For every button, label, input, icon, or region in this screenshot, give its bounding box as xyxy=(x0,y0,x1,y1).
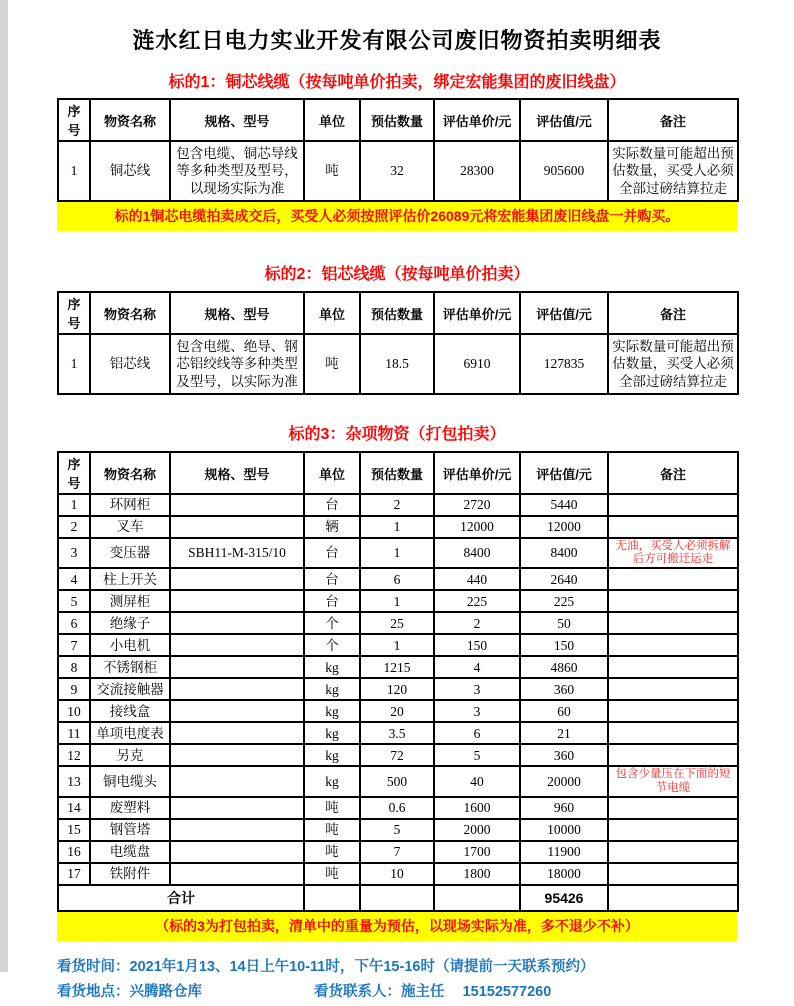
cell-spec: 包含电缆、铜芯导线等多种类型及型号，以现场实际为准 xyxy=(170,141,304,201)
cell-price: 8400 xyxy=(434,538,520,568)
column-header: 单位 xyxy=(304,452,360,494)
section3-table xyxy=(57,451,739,912)
cell-unit: kg xyxy=(304,656,360,678)
cell-unit: 个 xyxy=(304,634,360,656)
cell-name: 铜芯线 xyxy=(90,141,170,201)
cell-unit: 个 xyxy=(304,612,360,634)
cell-unit: kg xyxy=(304,700,360,722)
cell-remark: 实际数量可能超出预估数量，买受人必须全部过磅结算拉走 xyxy=(608,141,738,201)
column-header: 序号 xyxy=(58,99,90,141)
cell-price: 225 xyxy=(434,590,520,612)
cell-unit: 吨 xyxy=(304,841,360,863)
cell-remark xyxy=(608,612,738,634)
empty-cell xyxy=(360,885,434,911)
cell-no: 15 xyxy=(58,819,90,841)
cell-unit: 台 xyxy=(304,538,360,568)
cell-spec xyxy=(170,819,304,841)
cell-qty: 20 xyxy=(360,700,434,722)
column-header: 预估数量 xyxy=(360,99,434,141)
cell-qty: 6 xyxy=(360,568,434,590)
table-row xyxy=(58,494,738,516)
table-row xyxy=(58,538,738,568)
table-row xyxy=(58,612,738,634)
cell-price: 28300 xyxy=(434,141,520,201)
cell-value: 127835 xyxy=(520,334,608,394)
cell-no: 1 xyxy=(58,334,90,394)
cell-unit: kg xyxy=(304,678,360,700)
table-row xyxy=(58,656,738,678)
cell-qty: 1 xyxy=(360,634,434,656)
cell-name: 电缆盘 xyxy=(90,841,170,863)
cell-unit: 台 xyxy=(304,568,360,590)
cell-no: 2 xyxy=(58,516,90,538)
cell-qty: 1215 xyxy=(360,656,434,678)
cell-name: 绝缘子 xyxy=(90,612,170,634)
viewing-location: 看货地点：兴腾路仓库 xyxy=(57,984,202,1001)
cell-no: 7 xyxy=(58,634,90,656)
cell-no: 16 xyxy=(58,841,90,863)
cell-qty: 3.5 xyxy=(360,722,434,744)
cell-no: 8 xyxy=(58,656,90,678)
cell-value: 8400 xyxy=(520,538,608,568)
column-header: 评估值/元 xyxy=(520,292,608,334)
cell-spec xyxy=(170,797,304,819)
viewing-location-contact xyxy=(57,980,737,1005)
cell-spec xyxy=(170,516,304,538)
cell-price: 440 xyxy=(434,568,520,590)
cell-qty: 1 xyxy=(360,516,434,538)
cell-spec xyxy=(170,700,304,722)
cell-unit: 吨 xyxy=(304,797,360,819)
cell-value: 225 xyxy=(520,590,608,612)
section1-table-header xyxy=(58,99,738,141)
cell-remark xyxy=(608,700,738,722)
cell-value: 20000 xyxy=(520,766,608,796)
cell-name: 接线盒 xyxy=(90,700,170,722)
table-row xyxy=(58,766,738,796)
cell-remark: 无油，买受人必须拆解后方可搬迁运走 xyxy=(608,538,738,568)
cell-price: 5 xyxy=(434,744,520,766)
cell-unit: 辆 xyxy=(304,516,360,538)
section1-heading: 标的1：铜芯线缆（按每吨单价拍卖，绑定宏能集团的废旧线盘） xyxy=(168,74,626,91)
cell-value: 60 xyxy=(520,700,608,722)
cell-price: 1700 xyxy=(434,841,520,863)
cell-unit: 吨 xyxy=(304,863,360,885)
cell-spec xyxy=(170,722,304,744)
cell-price: 1600 xyxy=(434,797,520,819)
table-row xyxy=(58,568,738,590)
column-header: 预估数量 xyxy=(360,452,434,494)
cell-remark xyxy=(608,678,738,700)
table-row xyxy=(58,797,738,819)
cell-price: 3 xyxy=(434,678,520,700)
header-row xyxy=(58,292,738,334)
cell-no: 12 xyxy=(58,744,90,766)
cell-qty: 1 xyxy=(360,590,434,612)
cell-spec xyxy=(170,494,304,516)
cell-spec xyxy=(170,841,304,863)
empty-cell xyxy=(434,885,520,911)
cell-remark xyxy=(608,722,738,744)
table-row xyxy=(58,722,738,744)
cell-value: 360 xyxy=(520,744,608,766)
cell-no: 11 xyxy=(58,722,90,744)
cell-value: 18000 xyxy=(520,863,608,885)
cell-value: 10000 xyxy=(520,819,608,841)
cell-no: 1 xyxy=(58,494,90,516)
cell-no: 14 xyxy=(58,797,90,819)
cell-qty: 120 xyxy=(360,678,434,700)
cell-no: 1 xyxy=(58,141,90,201)
column-header: 评估单价/元 xyxy=(434,292,520,334)
cell-unit: 台 xyxy=(304,494,360,516)
viewing-phone: 15152577260 xyxy=(462,984,552,1001)
cell-value: 905600 xyxy=(520,141,608,201)
table-row xyxy=(58,700,738,722)
cell-unit: 吨 xyxy=(304,819,360,841)
column-header: 物资名称 xyxy=(90,292,170,334)
cell-name: 另克 xyxy=(90,744,170,766)
cell-no: 9 xyxy=(58,678,90,700)
cell-remark xyxy=(608,634,738,656)
column-header: 单位 xyxy=(304,292,360,334)
cell-no: 4 xyxy=(58,568,90,590)
column-header: 备注 xyxy=(608,292,738,334)
cell-value: 12000 xyxy=(520,516,608,538)
cell-qty: 500 xyxy=(360,766,434,796)
cell-qty: 10 xyxy=(360,863,434,885)
window-left-edge xyxy=(0,0,8,972)
cell-name: 不锈钢柜 xyxy=(90,656,170,678)
total-row xyxy=(58,885,738,911)
column-header: 物资名称 xyxy=(90,99,170,141)
column-header: 备注 xyxy=(608,452,738,494)
table-row xyxy=(58,590,738,612)
cell-spec xyxy=(170,612,304,634)
cell-name: 单项电度表 xyxy=(90,722,170,744)
column-header: 规格、型号 xyxy=(170,99,304,141)
cell-qty: 2 xyxy=(360,494,434,516)
table-row xyxy=(58,744,738,766)
empty-cell xyxy=(608,885,738,911)
cell-no: 3 xyxy=(58,538,90,568)
section3-banner-note: （标的3为打包拍卖，清单中的重量为预估，以现场实际为准，多不退少不补） xyxy=(57,912,737,941)
cell-unit: kg xyxy=(304,744,360,766)
column-header: 评估值/元 xyxy=(520,452,608,494)
cell-no: 6 xyxy=(58,612,90,634)
total-label: 合计 xyxy=(58,885,304,911)
viewing-contact: 看货联系人：施主任 xyxy=(314,984,445,1001)
total-value: 95426 xyxy=(520,885,608,911)
cell-spec xyxy=(170,634,304,656)
viewing-time: 看货时间：2021年1月13、14日上午10-11时，下午15-16时（请提前一天联系预约） xyxy=(57,958,595,975)
cell-remark xyxy=(608,744,738,766)
header-row xyxy=(58,99,738,141)
cell-remark: 实际数量可能超出预估数量，买受人必须全部过磅结算拉走 xyxy=(608,334,738,394)
cell-remark xyxy=(608,841,738,863)
cell-name: 铝芯线 xyxy=(90,334,170,394)
cell-spec xyxy=(170,744,304,766)
cell-price: 6 xyxy=(434,722,520,744)
column-header: 序号 xyxy=(58,292,90,334)
cell-value: 5440 xyxy=(520,494,608,516)
cell-value: 2640 xyxy=(520,568,608,590)
cell-remark xyxy=(608,819,738,841)
cell-value: 960 xyxy=(520,797,608,819)
cell-unit: kg xyxy=(304,766,360,796)
cell-qty: 1 xyxy=(360,538,434,568)
cell-no: 17 xyxy=(58,863,90,885)
table-row xyxy=(58,819,738,841)
section2-heading: 标的2：铝芯线缆（按每吨单价拍卖） xyxy=(264,266,530,283)
cell-price: 2720 xyxy=(434,494,520,516)
cell-value: 21 xyxy=(520,722,608,744)
cell-price: 2000 xyxy=(434,819,520,841)
cell-value: 50 xyxy=(520,612,608,634)
cell-price: 1800 xyxy=(434,863,520,885)
cell-price: 12000 xyxy=(434,516,520,538)
cell-spec xyxy=(170,568,304,590)
cell-no: 5 xyxy=(58,590,90,612)
cell-remark xyxy=(608,656,738,678)
cell-value: 4860 xyxy=(520,656,608,678)
cell-name: 铜电缆头 xyxy=(90,766,170,796)
table-row xyxy=(58,634,738,656)
column-header: 序号 xyxy=(58,452,90,494)
table-row xyxy=(58,141,738,201)
cell-unit: kg xyxy=(304,722,360,744)
cell-spec xyxy=(170,766,304,796)
column-header: 规格、型号 xyxy=(170,452,304,494)
cell-no: 13 xyxy=(58,766,90,796)
cell-name: 小电机 xyxy=(90,634,170,656)
viewing-info-footer xyxy=(57,955,737,1006)
section1-banner-note: 标的1铜芯电缆拍卖成交后，买受人必须按照评估价26089元将宏能集团废旧线盘一并购买。 xyxy=(57,202,737,231)
cell-qty: 7 xyxy=(360,841,434,863)
table-row xyxy=(58,334,738,394)
cell-spec xyxy=(170,863,304,885)
cell-name: 交流接触器 xyxy=(90,678,170,700)
cell-spec xyxy=(170,590,304,612)
column-header: 单位 xyxy=(304,99,360,141)
cell-unit: 吨 xyxy=(304,334,360,394)
cell-qty: 5 xyxy=(360,819,434,841)
cell-remark xyxy=(608,590,738,612)
cell-unit: 台 xyxy=(304,590,360,612)
cell-name: 环网柜 xyxy=(90,494,170,516)
section3-heading: 标的3：杂项物资（打包拍卖） xyxy=(288,426,506,443)
cell-name: 铁附件 xyxy=(90,863,170,885)
cell-spec xyxy=(170,678,304,700)
page-title: 涟水红日电力实业开发有限公司废旧物资拍卖明细表 xyxy=(132,28,662,53)
cell-qty: 0.6 xyxy=(360,797,434,819)
table-row xyxy=(58,516,738,538)
auction-detail-sheet xyxy=(57,0,737,1006)
section2-table xyxy=(57,291,739,395)
table-row xyxy=(58,863,738,885)
cell-spec: 包含电缆、绝导、钢芯铝绞线等多种类型及型号，以实际为准 xyxy=(170,334,304,394)
cell-price: 3 xyxy=(434,700,520,722)
cell-price: 150 xyxy=(434,634,520,656)
empty-cell xyxy=(304,885,360,911)
column-header: 预估数量 xyxy=(360,292,434,334)
cell-remark: 包含少量压在下面的短节电缆 xyxy=(608,766,738,796)
cell-remark xyxy=(608,516,738,538)
cell-name: 测屏柜 xyxy=(90,590,170,612)
cell-name: 叉车 xyxy=(90,516,170,538)
section1-table xyxy=(57,98,739,202)
cell-no: 10 xyxy=(58,700,90,722)
cell-qty: 32 xyxy=(360,141,434,201)
cell-value: 360 xyxy=(520,678,608,700)
table-row xyxy=(58,678,738,700)
cell-spec xyxy=(170,656,304,678)
cell-price: 2 xyxy=(434,612,520,634)
cell-remark xyxy=(608,797,738,819)
column-header: 备注 xyxy=(608,99,738,141)
column-header: 物资名称 xyxy=(90,452,170,494)
column-header: 规格、型号 xyxy=(170,292,304,334)
cell-remark xyxy=(608,568,738,590)
cell-price: 4 xyxy=(434,656,520,678)
cell-name: 变压器 xyxy=(90,538,170,568)
cell-price: 6910 xyxy=(434,334,520,394)
cell-remark xyxy=(608,494,738,516)
cell-qty: 25 xyxy=(360,612,434,634)
cell-value: 150 xyxy=(520,634,608,656)
header-row xyxy=(58,452,738,494)
cell-name: 钢管塔 xyxy=(90,819,170,841)
cell-qty: 18.5 xyxy=(360,334,434,394)
column-header: 评估单价/元 xyxy=(434,99,520,141)
section2-table-header xyxy=(58,292,738,334)
section3-table-header xyxy=(58,452,738,494)
cell-price: 40 xyxy=(434,766,520,796)
cell-value: 11900 xyxy=(520,841,608,863)
cell-name: 废塑料 xyxy=(90,797,170,819)
cell-unit: 吨 xyxy=(304,141,360,201)
column-header: 评估值/元 xyxy=(520,99,608,141)
cell-remark xyxy=(608,863,738,885)
column-header: 评估单价/元 xyxy=(434,452,520,494)
cell-qty: 72 xyxy=(360,744,434,766)
table-row xyxy=(58,841,738,863)
cell-name: 柱上开关 xyxy=(90,568,170,590)
cell-spec: SBH11-M-315/10 xyxy=(170,538,304,568)
